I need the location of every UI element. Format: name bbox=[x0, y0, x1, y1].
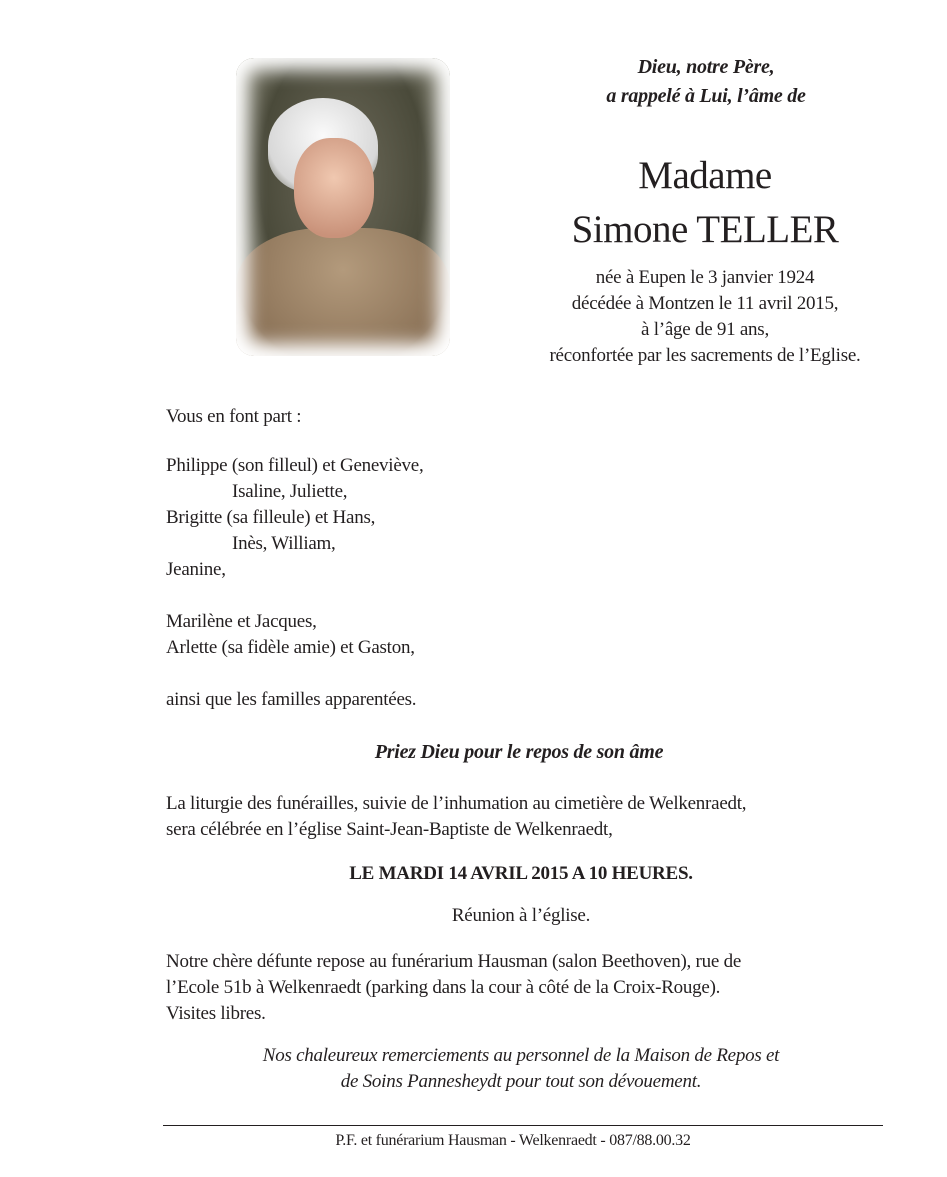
family-line: ainsi que les familles apparentées. bbox=[166, 689, 417, 710]
portrait-photo bbox=[236, 58, 450, 356]
header-line-2: a rappelé à Lui, l’âme de bbox=[606, 85, 806, 107]
family-line: Arlette (sa fidèle amie) et Gaston, bbox=[166, 637, 415, 658]
prayer-line: Priez Dieu pour le repos de son âme bbox=[374, 741, 664, 763]
meeting-line: Réunion à l’église. bbox=[451, 905, 591, 926]
birth-line: née à Eupen le 3 janvier 1924 bbox=[595, 267, 815, 288]
liturgy-line: La liturgie des funérailles, suivie de l’inhumation au cimetière de Welkenraedt, bbox=[166, 793, 747, 814]
sacraments-line: réconfortée par les sacrements de l’Eglise. bbox=[549, 345, 861, 366]
liturgy-line: sera célébrée en l’église Saint-Jean-Baptiste de Welkenraedt, bbox=[166, 819, 613, 840]
rest-line: Visites libres. bbox=[166, 1003, 266, 1024]
thanks-line: de Soins Pannesheydt pour tout son dévouement. bbox=[340, 1071, 702, 1092]
funeral-date: LE MARDI 14 AVRIL 2015 A 10 HEURES. bbox=[349, 863, 693, 884]
footer-text: P.F. et funérarium Hausman - Welkenraedt - 087/88.00.32 bbox=[335, 1132, 691, 1149]
header-line-1: Dieu, notre Père, bbox=[637, 56, 775, 78]
family-line: Jeanine, bbox=[166, 559, 226, 580]
announce-text: Vous en font part : bbox=[166, 406, 302, 427]
family-line: Brigitte (sa filleule) et Hans, bbox=[166, 507, 376, 528]
rest-line: l’Ecole 51b à Welkenraedt (parking dans la cour à côté de la Croix-Rouge). bbox=[166, 977, 721, 998]
age-line: à l’âge de 91 ans, bbox=[641, 319, 769, 340]
family-line: Isaline, Juliette, bbox=[232, 481, 348, 502]
family-line: Philippe (son filleul) et Geneviève, bbox=[166, 455, 424, 476]
death-line: décédée à Montzen le 11 avril 2015, bbox=[571, 293, 839, 314]
deceased-title: Madame bbox=[638, 154, 772, 197]
thanks-line: Nos chaleureux remerciements au personnel de la Maison de Repos et bbox=[262, 1045, 780, 1066]
footer-divider bbox=[163, 1125, 883, 1126]
deceased-name: Simone TELLER bbox=[571, 208, 839, 251]
family-line: Inès, William, bbox=[232, 533, 336, 554]
family-line: Marilène et Jacques, bbox=[166, 611, 317, 632]
rest-line: Notre chère défunte repose au funérarium Hausman (salon Beethoven), rue de bbox=[166, 951, 741, 972]
